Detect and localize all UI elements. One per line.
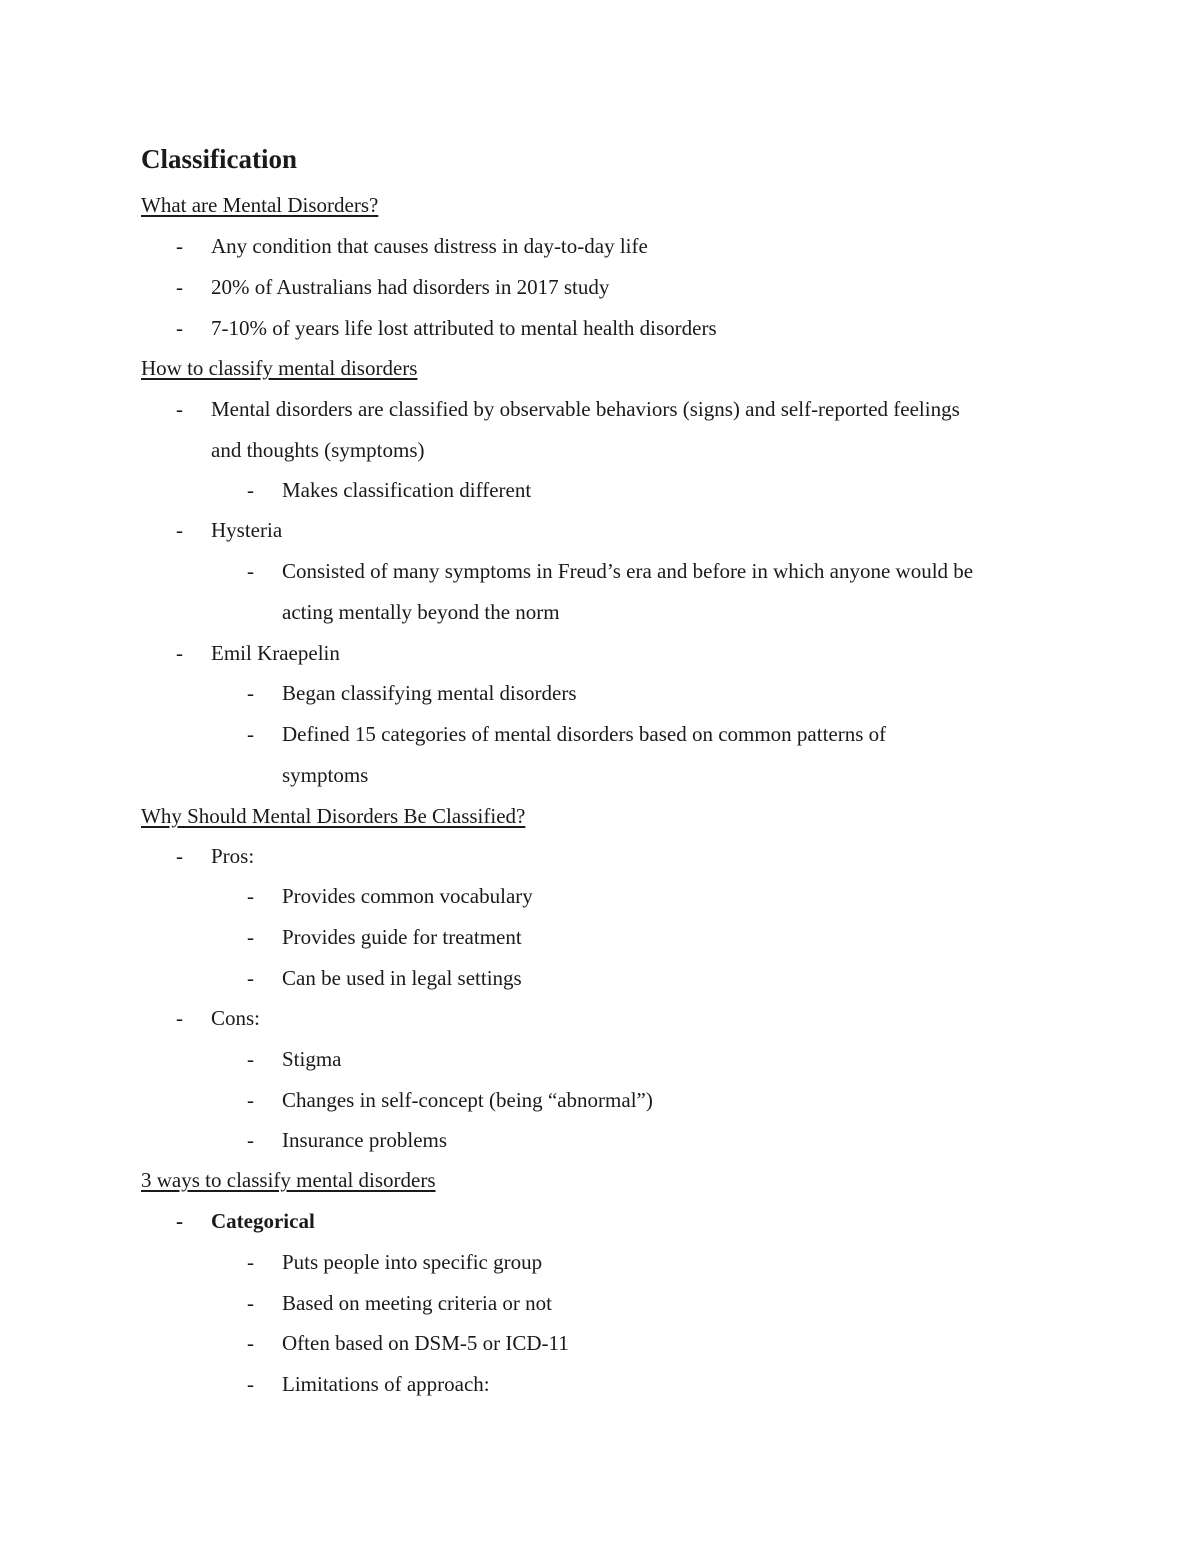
sub-list-item (247, 1085, 653, 1115)
list-item-continuation (211, 435, 425, 465)
bullet-dash: - (176, 275, 183, 299)
list-item-text: Often based on DSM-5 or ICD-11 (282, 1331, 569, 1355)
bullet-dash: - (247, 478, 254, 502)
list-item-text: 7-10% of years life lost attributed to mental health disorders (211, 316, 717, 340)
list-item (176, 638, 340, 668)
document-title: Classification (141, 144, 298, 174)
list-item-text: Provides common vocabulary (282, 884, 533, 908)
list-item-text: Can be used in legal settings (282, 966, 522, 990)
sub-list-item (247, 678, 577, 708)
list-item-text: Any condition that causes distress in day-to-day life (211, 234, 648, 258)
sub-list-item (247, 1328, 569, 1358)
list-item-text: Emil Kraepelin (211, 641, 340, 665)
bullet-dash: - (176, 1209, 183, 1233)
list-item-text: Makes classification different (282, 478, 532, 502)
list-item-text: Insurance problems (282, 1128, 448, 1152)
sub-list-item (247, 1247, 543, 1277)
bullet-dash: - (176, 397, 183, 421)
list-item-cons (176, 1003, 261, 1033)
sub-list-item (247, 719, 887, 749)
bullet-dash: - (247, 1331, 254, 1355)
bullet-dash: - (247, 884, 254, 908)
list-item (176, 272, 610, 302)
sub-list-item (247, 881, 533, 911)
list-item-text: Based on meeting criteria or not (282, 1291, 552, 1315)
section-heading-why-classify: Why Should Mental Disorders Be Classified? (141, 804, 526, 828)
list-item-text: Began classifying mental disorders (282, 681, 577, 705)
list-item-text: symptoms (282, 763, 369, 787)
list-item-text: Stigma (282, 1047, 342, 1071)
list-item (176, 515, 283, 545)
bullet-dash: - (247, 559, 254, 583)
bullet-dash: - (247, 681, 254, 705)
section-heading-how-to-classify: How to classify mental disorders (141, 356, 418, 380)
bullet-dash: - (176, 316, 183, 340)
bullet-dash: - (176, 1006, 183, 1030)
list-item-text: Hysteria (211, 518, 283, 542)
list-item-text: Pros: (211, 844, 255, 868)
list-item-text: Consisted of many symptoms in Freud’s era and before in which anyone would be (282, 559, 974, 583)
sub-list-item (247, 1369, 490, 1399)
list-item-text: Changes in self-concept (being “abnormal”) (282, 1088, 653, 1112)
sub-list-item (247, 1125, 448, 1155)
list-item-text: Categorical (211, 1209, 315, 1233)
bullet-dash: - (247, 966, 254, 990)
section-heading-what-are: What are Mental Disorders? (141, 193, 379, 217)
list-item (176, 231, 648, 261)
sub-list-item-continuation (282, 597, 560, 627)
bullet-dash: - (176, 518, 183, 542)
sub-list-item (247, 556, 974, 586)
sub-list-item (247, 1044, 342, 1074)
sub-list-item (247, 1288, 552, 1318)
sub-list-item-continuation (282, 760, 368, 790)
bullet-dash: - (247, 1128, 254, 1152)
bullet-dash: - (176, 234, 183, 258)
list-item (176, 313, 717, 343)
list-item (176, 394, 960, 424)
bullet-dash: - (247, 722, 254, 746)
list-item-text: Limitations of approach: (282, 1372, 490, 1396)
sub-list-item (247, 963, 522, 993)
sub-list-item (247, 475, 532, 505)
list-item-pros (176, 841, 255, 871)
bullet-dash: - (247, 1250, 254, 1274)
bullet-dash: - (247, 1372, 254, 1396)
bullet-dash: - (247, 1088, 254, 1112)
list-item-text: Puts people into specific group (282, 1250, 543, 1274)
bullet-dash: - (176, 641, 183, 665)
list-item-text: and thoughts (symptoms) (211, 438, 425, 462)
list-item-text: 20% of Australians had disorders in 2017 study (211, 275, 610, 299)
bullet-dash: - (247, 925, 254, 949)
section-heading-three-ways: 3 ways to classify mental disorders (141, 1168, 436, 1192)
bullet-dash: - (176, 844, 183, 868)
list-item-text: Cons: (211, 1006, 261, 1030)
bullet-dash: - (247, 1291, 254, 1315)
list-item-categorical (176, 1206, 315, 1236)
bullet-dash: - (247, 1047, 254, 1071)
sub-list-item (247, 922, 522, 952)
list-item-text: Provides guide for treatment (282, 925, 522, 949)
list-item-text: Mental disorders are classified by observable behaviors (signs) and self-reported feelings (211, 397, 960, 421)
list-item-text: acting mentally beyond the norm (282, 600, 560, 624)
list-item-text: Defined 15 categories of mental disorders based on common patterns of (282, 722, 887, 746)
